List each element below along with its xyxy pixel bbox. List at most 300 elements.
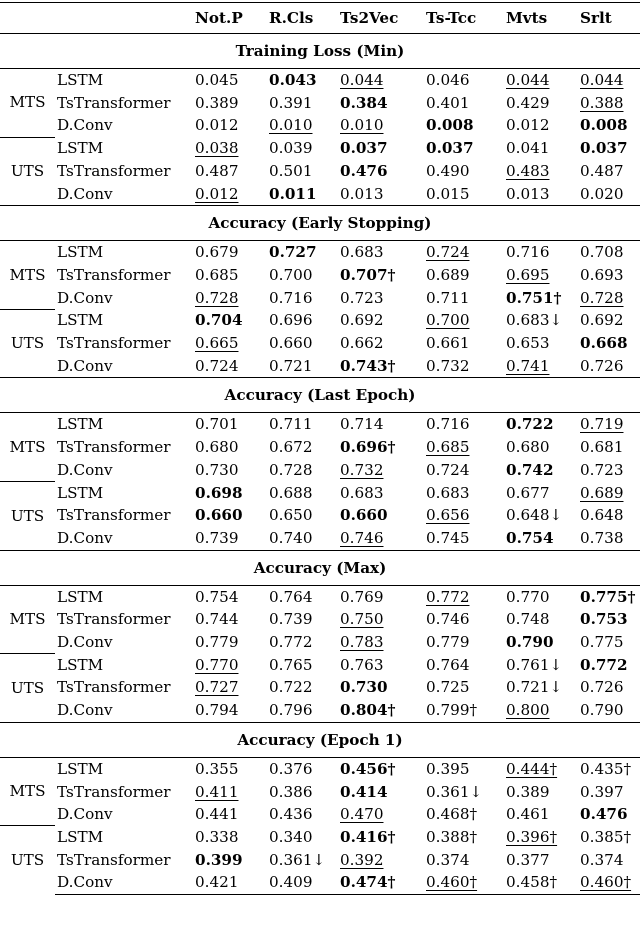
value-cell	[504, 699, 578, 722]
value-cell	[338, 413, 424, 436]
cell-value: 0.392	[340, 850, 384, 869]
value-cell	[267, 309, 338, 332]
group-label: MTS	[9, 782, 46, 801]
cell-value: 0.746	[340, 528, 384, 547]
table-row	[0, 160, 640, 183]
cell-value: 0.708	[580, 243, 624, 262]
cell-value: 0.045	[195, 71, 239, 89]
cell-value: 0.039	[269, 139, 313, 158]
cell-value: 0.444†	[506, 759, 558, 778]
cell-value: 0.741	[506, 356, 550, 375]
value-cell	[504, 309, 578, 332]
group-label: UTS	[0, 482, 55, 551]
cell-value: 0.414	[340, 782, 388, 801]
cell-value: 0.772	[269, 633, 313, 652]
value-cell	[578, 69, 640, 92]
value-cell	[267, 608, 338, 631]
value-cell	[504, 504, 578, 527]
value-cell	[578, 608, 640, 631]
group-label: UTS	[0, 654, 55, 723]
cell-value: 0.779	[195, 633, 239, 652]
group-label: UTS	[0, 826, 55, 895]
cell-value: 0.374	[426, 850, 470, 869]
value-cell	[578, 309, 640, 332]
cell-value: 0.361↓	[269, 850, 326, 869]
value-cell	[338, 654, 424, 677]
value-cell	[267, 264, 338, 287]
section-title: Accuracy (Early Stopping)	[0, 206, 640, 241]
model-name: TsTransformer	[57, 334, 171, 353]
cell-value: 0.764	[426, 655, 470, 674]
section-title: Accuracy (Last Epoch)	[0, 378, 640, 413]
model-name: LSTM	[57, 483, 104, 502]
cell-value: 0.742	[506, 460, 554, 479]
cell-value: 0.401	[426, 93, 470, 112]
table-row	[0, 803, 640, 826]
cell-value: 0.748	[506, 610, 550, 629]
value-cell	[578, 114, 640, 137]
cell-value: 0.754	[506, 528, 554, 547]
value-cell	[338, 114, 424, 137]
value-cell	[578, 826, 640, 849]
cell-value: 0.724	[426, 460, 470, 479]
value-cell	[193, 332, 267, 355]
value-cell	[578, 332, 640, 355]
table-body	[0, 34, 640, 895]
value-cell	[424, 92, 504, 115]
value-cell	[338, 757, 424, 780]
value-cell	[504, 459, 578, 482]
value-cell	[267, 69, 338, 92]
value-cell	[193, 436, 267, 459]
cell-value: 0.458†	[506, 873, 558, 892]
results-table	[0, 2, 640, 895]
value-cell	[424, 849, 504, 872]
value-cell	[338, 160, 424, 183]
cell-value: 0.769	[340, 587, 384, 606]
cell-value: 0.693	[580, 265, 624, 284]
header-cell: Ts2Vec	[338, 3, 424, 34]
value-cell	[267, 654, 338, 677]
section-header-row	[0, 206, 640, 241]
cell-value: 0.724	[426, 243, 470, 262]
value-cell	[338, 504, 424, 527]
value-cell	[338, 699, 424, 722]
value-cell	[338, 676, 424, 699]
cell-value: 0.681	[580, 438, 624, 457]
cell-value: 0.660	[269, 334, 313, 353]
cell-value: 0.753	[580, 610, 628, 629]
cell-value: 0.416†	[340, 827, 396, 846]
value-cell	[193, 287, 267, 310]
cell-value: 0.384	[340, 93, 388, 112]
value-cell	[338, 631, 424, 654]
value-cell	[193, 137, 267, 160]
cell-value: 0.015	[426, 184, 470, 203]
table-header	[0, 3, 640, 34]
value-cell	[193, 781, 267, 804]
cell-value: 0.685	[426, 438, 470, 457]
cell-value: 0.648↓	[506, 506, 563, 525]
cell-value: 0.374	[580, 850, 624, 869]
cell-value: 0.660	[340, 506, 388, 525]
header-cell	[0, 3, 55, 34]
value-cell	[578, 160, 640, 183]
cell-value: 0.650	[269, 506, 313, 525]
value-cell	[578, 803, 640, 826]
cell-value: 0.012	[195, 116, 239, 135]
cell-value: 0.038	[195, 139, 239, 158]
value-cell	[193, 631, 267, 654]
group-label: MTS	[9, 265, 46, 284]
cell-value: 0.770	[506, 587, 550, 606]
value-cell	[424, 436, 504, 459]
table-row	[0, 871, 640, 894]
value-cell	[267, 332, 338, 355]
cell-value: 0.683	[426, 483, 470, 502]
value-cell	[578, 585, 640, 608]
value-cell	[193, 482, 267, 505]
value-cell	[193, 114, 267, 137]
cell-value: 0.740	[269, 528, 313, 547]
value-cell	[424, 459, 504, 482]
cell-value: 0.765	[269, 655, 313, 674]
cell-value: 0.013	[506, 184, 550, 203]
value-cell	[267, 482, 338, 505]
cell-value: 0.389	[506, 782, 550, 801]
value-cell	[267, 160, 338, 183]
cell-value: 0.396†	[506, 827, 558, 846]
value-cell	[424, 287, 504, 310]
value-cell	[193, 871, 267, 894]
cell-value: 0.010	[340, 116, 384, 135]
cell-value: 0.761↓	[506, 655, 563, 674]
value-cell	[578, 631, 640, 654]
value-cell	[578, 871, 640, 894]
value-cell	[338, 608, 424, 631]
value-cell	[424, 264, 504, 287]
cell-value: 0.665	[195, 334, 239, 353]
value-cell	[578, 527, 640, 550]
cell-value: 0.483	[506, 161, 550, 180]
cell-value: 0.361↓	[426, 782, 483, 801]
cell-value: 0.727	[269, 243, 317, 262]
cell-value: 0.460†	[580, 873, 632, 892]
model-name: D.Conv	[57, 184, 113, 203]
cell-value: 0.044	[340, 71, 384, 89]
cell-value: 0.460†	[426, 873, 478, 892]
value-cell	[424, 781, 504, 804]
value-cell	[504, 355, 578, 378]
value-cell	[193, 757, 267, 780]
cell-value: 0.696†	[340, 438, 396, 457]
cell-value: 0.008	[426, 116, 474, 135]
value-cell	[267, 183, 338, 206]
cell-value: 0.411	[195, 782, 239, 801]
model-name: D.Conv	[57, 528, 113, 547]
cell-value: 0.389	[195, 93, 239, 112]
value-cell	[267, 527, 338, 550]
cell-value: 0.662	[340, 334, 384, 353]
model-name: TsTransformer	[57, 161, 171, 180]
model-name: TsTransformer	[57, 265, 171, 284]
value-cell	[338, 241, 424, 264]
cell-value: 0.790	[580, 701, 624, 720]
table-row	[0, 482, 640, 505]
value-cell	[338, 527, 424, 550]
cell-value: 0.377	[506, 850, 550, 869]
group-label: MTS	[9, 610, 46, 629]
cell-value: 0.794	[195, 701, 239, 720]
table-row	[0, 287, 640, 310]
model-name: TsTransformer	[57, 782, 171, 801]
cell-value: 0.680	[506, 438, 550, 457]
cell-value: 0.011	[269, 184, 317, 203]
value-cell	[193, 803, 267, 826]
table-row	[0, 264, 640, 287]
value-cell	[338, 803, 424, 826]
cell-value: 0.679	[195, 243, 239, 262]
cell-value: 0.783	[340, 633, 384, 652]
cell-value: 0.680	[195, 438, 239, 457]
group-label: UTS	[0, 309, 55, 378]
cell-value: 0.722	[506, 415, 554, 434]
value-cell	[578, 413, 640, 436]
model-name: TsTransformer	[57, 93, 171, 112]
value-cell	[578, 92, 640, 115]
cell-value: 0.421	[195, 873, 239, 892]
cell-value: 0.487	[580, 161, 624, 180]
table-row	[0, 137, 640, 160]
section-header-row	[0, 722, 640, 757]
group-label: MTS	[9, 437, 46, 456]
value-cell	[338, 849, 424, 872]
cell-value: 0.037	[426, 139, 474, 158]
cell-value: 0.722	[269, 678, 313, 697]
value-cell	[338, 459, 424, 482]
value-cell	[424, 69, 504, 92]
value-cell	[267, 781, 338, 804]
cell-value: 0.725	[426, 678, 470, 697]
value-cell	[424, 585, 504, 608]
cell-value: 0.386	[269, 782, 313, 801]
value-cell	[504, 826, 578, 849]
cell-value: 0.388	[580, 93, 624, 112]
cell-value: 0.688	[269, 483, 313, 502]
model-name: LSTM	[57, 415, 104, 434]
cell-value: 0.790	[506, 633, 554, 652]
value-cell	[424, 803, 504, 826]
cell-value: 0.041	[506, 139, 550, 158]
value-cell	[267, 849, 338, 872]
cell-value: 0.698	[195, 483, 243, 502]
value-cell	[424, 114, 504, 137]
cell-value: 0.008	[580, 116, 628, 135]
value-cell	[267, 92, 338, 115]
cell-value: 0.661	[426, 334, 470, 353]
value-cell	[424, 527, 504, 550]
cell-value: 0.476	[340, 161, 388, 180]
value-cell	[193, 241, 267, 264]
model-name: LSTM	[57, 827, 104, 846]
value-cell	[424, 160, 504, 183]
section-header-row	[0, 550, 640, 585]
section-title: Accuracy (Epoch 1)	[0, 722, 640, 757]
cell-value: 0.800	[506, 701, 550, 720]
value-cell	[193, 309, 267, 332]
value-cell	[504, 69, 578, 92]
cell-value: 0.689	[426, 265, 470, 284]
value-cell	[504, 527, 578, 550]
model-name: D.Conv	[57, 701, 113, 720]
cell-value: 0.501	[269, 161, 313, 180]
value-cell	[504, 114, 578, 137]
group-label: UTS	[0, 137, 55, 206]
value-cell	[193, 504, 267, 527]
value-cell	[193, 527, 267, 550]
cell-value: 0.044	[580, 71, 624, 89]
cell-value: 0.689	[580, 483, 624, 502]
cell-value: 0.772	[580, 655, 628, 674]
cell-value: 0.754	[195, 587, 239, 606]
table-row	[0, 241, 640, 264]
cell-value: 0.721↓	[506, 678, 563, 697]
cell-value: 0.436	[269, 805, 313, 824]
cell-value: 0.338	[195, 827, 239, 846]
table-row	[0, 413, 640, 436]
value-cell	[504, 676, 578, 699]
cell-value: 0.487	[195, 161, 239, 180]
value-cell	[338, 332, 424, 355]
value-cell	[424, 871, 504, 894]
value-cell	[578, 241, 640, 264]
value-cell	[578, 287, 640, 310]
value-cell	[193, 459, 267, 482]
cell-value: 0.723	[340, 288, 384, 307]
model-name: TsTransformer	[57, 438, 171, 457]
value-cell	[424, 413, 504, 436]
cell-value: 0.799†	[426, 701, 478, 720]
value-cell	[578, 436, 640, 459]
table-row	[0, 676, 640, 699]
value-cell	[338, 355, 424, 378]
cell-value: 0.399	[195, 850, 243, 869]
value-cell	[267, 413, 338, 436]
cell-value: 0.012	[195, 184, 239, 203]
value-cell	[504, 849, 578, 872]
value-cell	[424, 137, 504, 160]
header-cell: Not.P	[193, 3, 267, 34]
cell-value: 0.732	[426, 356, 470, 375]
cell-value: 0.726	[580, 356, 624, 375]
cell-value: 0.730	[195, 460, 239, 479]
cell-value: 0.745	[426, 528, 470, 547]
value-cell	[267, 137, 338, 160]
model-name: D.Conv	[55, 871, 193, 894]
cell-value: 0.395	[426, 759, 470, 778]
model-name: D.Conv	[57, 288, 113, 307]
value-cell	[504, 654, 578, 677]
value-cell	[424, 241, 504, 264]
value-cell	[338, 264, 424, 287]
cell-value: 0.037	[580, 139, 628, 158]
value-cell	[424, 309, 504, 332]
cell-value: 0.461	[506, 805, 550, 824]
model-name: D.Conv	[57, 805, 113, 824]
value-cell	[578, 137, 640, 160]
value-cell	[424, 504, 504, 527]
cell-value: 0.732	[340, 460, 384, 479]
value-cell	[267, 757, 338, 780]
value-cell	[424, 355, 504, 378]
model-name: LSTM	[57, 655, 104, 674]
value-cell	[504, 332, 578, 355]
table-row	[0, 309, 640, 332]
value-cell	[424, 332, 504, 355]
model-name: LSTM	[57, 311, 104, 330]
header-cell	[55, 3, 193, 34]
value-cell	[193, 699, 267, 722]
value-cell	[504, 264, 578, 287]
cell-value: 0.456†	[340, 759, 396, 778]
model-name: TsTransformer	[57, 506, 171, 525]
model-name: LSTM	[57, 587, 104, 606]
value-cell	[424, 757, 504, 780]
table-row	[0, 757, 640, 780]
value-cell	[338, 436, 424, 459]
cell-value: 0.726	[580, 678, 624, 697]
value-cell	[193, 654, 267, 677]
cell-value: 0.716	[269, 288, 313, 307]
cell-value: 0.744	[195, 610, 239, 629]
value-cell	[193, 264, 267, 287]
table-row	[0, 699, 640, 722]
value-cell	[267, 699, 338, 722]
value-cell	[504, 608, 578, 631]
value-cell	[338, 781, 424, 804]
table-row	[0, 608, 640, 631]
value-cell	[578, 676, 640, 699]
value-cell	[578, 482, 640, 505]
cell-value: 0.435†	[580, 759, 632, 778]
table-row	[0, 183, 640, 206]
value-cell	[267, 241, 338, 264]
cell-value: 0.397	[580, 782, 624, 801]
value-cell	[578, 504, 640, 527]
cell-value: 0.476	[580, 805, 628, 824]
value-cell	[338, 137, 424, 160]
model-name: D.Conv	[57, 116, 113, 135]
value-cell	[504, 803, 578, 826]
cell-value: 0.695	[506, 265, 550, 284]
cell-value: 0.010	[269, 116, 313, 135]
value-cell	[267, 504, 338, 527]
value-cell	[504, 137, 578, 160]
value-cell	[338, 287, 424, 310]
value-cell	[578, 264, 640, 287]
cell-value: 0.739	[269, 610, 313, 629]
header-row	[0, 3, 640, 34]
cell-value: 0.764	[269, 587, 313, 606]
model-name: LSTM	[57, 759, 104, 778]
cell-value: 0.468†	[426, 805, 478, 824]
section-title: Accuracy (Max)	[0, 550, 640, 585]
model-name: LSTM	[57, 139, 104, 158]
value-cell	[267, 631, 338, 654]
cell-value: 0.376	[269, 759, 313, 778]
value-cell	[578, 699, 640, 722]
value-cell	[504, 436, 578, 459]
